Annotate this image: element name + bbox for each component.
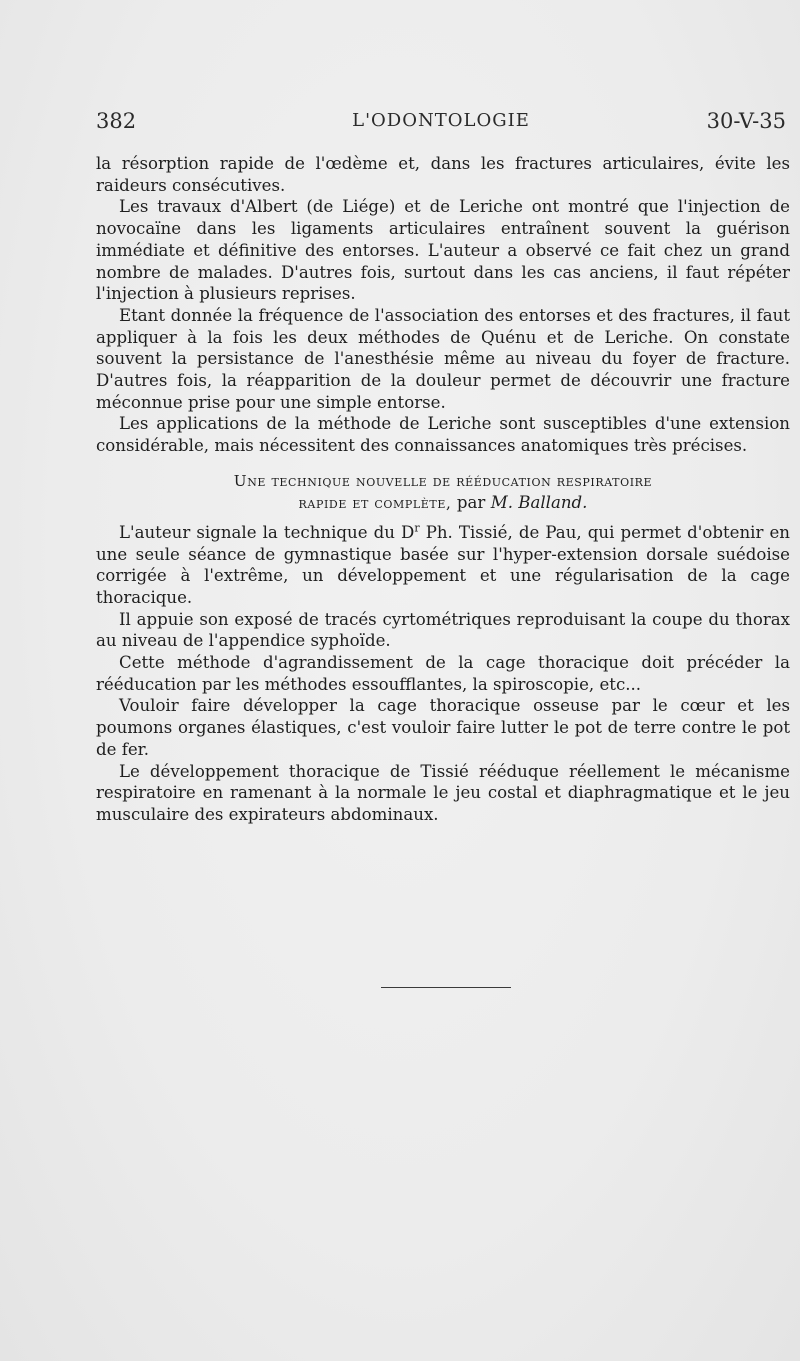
paragraph-albert-leriche: Les travaux d'Albert (de Liége) et de Leriche ont montré que l'injection de novocaïne dans les ligaments articulaires entraînent souvent la guérison immédiate et définitive des entorses. L'auteur a observé ce fait chez un grand nombre de malades. D'autres fois, surtout dans les cas anciens, il faut répéter l'injection à plusieurs reprises. [96, 197, 790, 304]
issue-date: 30-V-35 [706, 109, 786, 133]
paragraph-applications: Les applications de la méthode de Leriche sont susceptibles d'une extension considérable, mais nécessitent des connaissances anatomiques très précises. [96, 414, 790, 456]
tissie-text-after: Ph. Tissié, de Pau, qui permet d'obtenir en une seule séance de gymnastique basée sur l'hyper-extension dorsale suédoise corrigée à l'extrême, un développement et une régularisation de la cage thoracique. [96, 522, 790, 607]
paragraph-cyrtometric: Il appuie son exposé de tracés cyrtométriques reproduisant la coupe du thorax au niveau de l'appendice syphoïde. [96, 609, 790, 651]
paragraph-continuation: la résorption rapide de l'œdème et, dans les fractures articulaires, évite les raideurs consécutives. [96, 154, 790, 195]
end-rule [381, 987, 511, 988]
paragraph-association: Etant donnée la fréquence de l'association des entorses et des fractures, il faut appliquer à la fois les deux méthodes de Quénu et de Leriche. On constate souvent la persistance de l'anesthésie même au niveau du foyer de fracture. D'autres fois, la réapparition de la douleur permet de découvrir une fracture méconnue prise pour une simple entorse. [96, 305, 790, 412]
section-heading-by: par [456, 493, 486, 513]
paragraph-pot-de-terre: Vouloir faire développer la cage thoracique osseuse par le cœur et les poumons organes élastiques, c'est vouloir faire lutter le pot de terre contre le pot de fer. [96, 696, 790, 759]
article-text [96, 153, 790, 826]
section-heading-line2: rapide et complète, [298, 494, 452, 513]
section-author: M. Balland. [490, 493, 588, 513]
running-head [96, 106, 786, 136]
paragraph-method: Cette méthode d'agrandissement de la cage thoracique doit précéder la rééducation par les méthodes essoufflantes, la spiroscopie, etc... [96, 653, 790, 694]
journal-title: L'ODONTOLOGIE [352, 110, 530, 131]
tissie-text-before: L'auteur signale la technique du D [119, 522, 415, 542]
paragraph-tissie-technique [96, 522, 790, 609]
section-heading-line1: Une technique nouvelle de rééducation respiratoire [233, 471, 653, 490]
paragraph-conclusion: Le développement thoracique de Tissié rééduque réellement le mécanisme respiratoire en ramenant à la normale le jeu costal et diaphragmatique et le jeu musculaire des expirateurs abdominaux. [96, 761, 790, 824]
doctor-superscript: r [414, 521, 420, 535]
section-heading [96, 471, 790, 515]
page-number: 382 [96, 109, 137, 133]
